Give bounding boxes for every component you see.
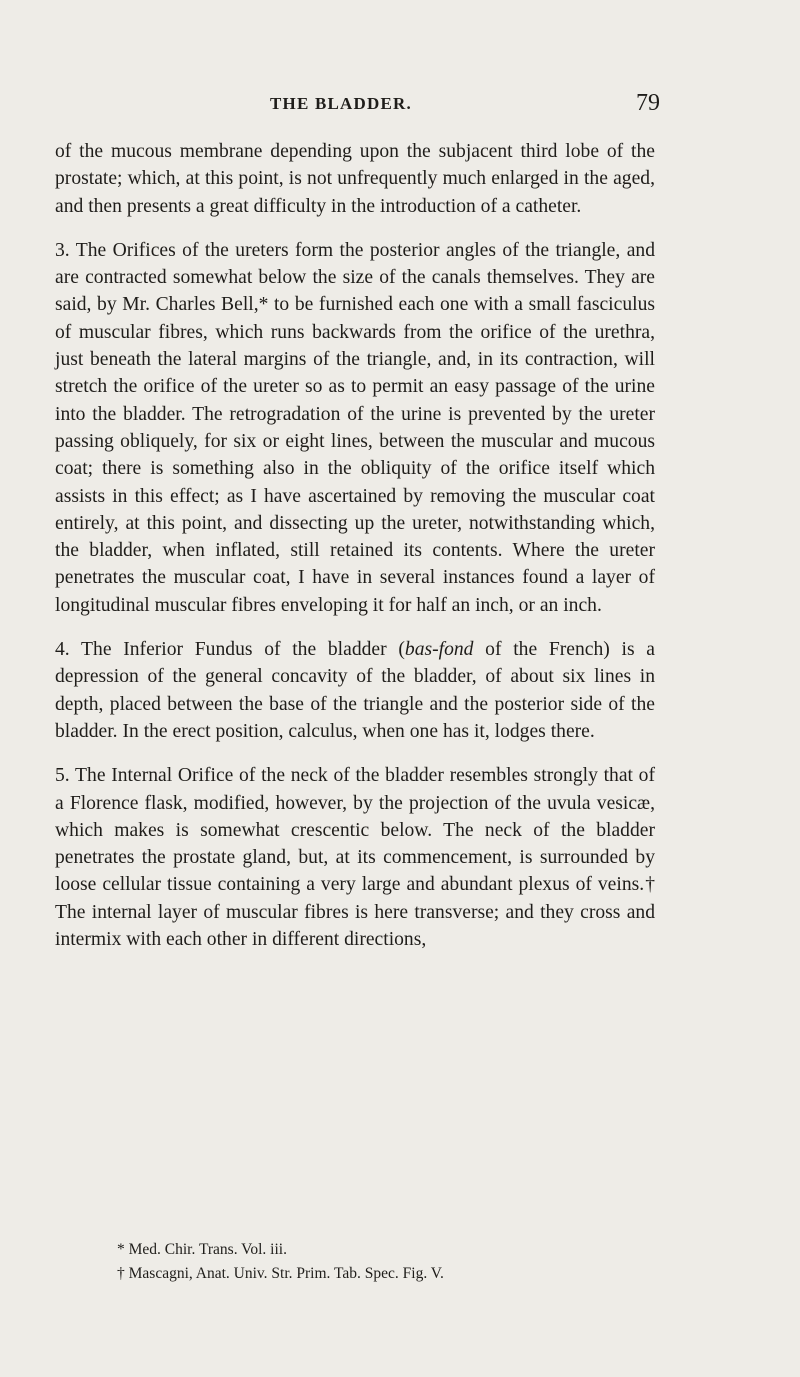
paragraph-continuation: of the mucous membrane depending upon the subjacent third lobe of the prostate; which, at this point, is not unfrequently much enlarged in the aged, and then presents a great difficulty in the introduction of a catheter. — [55, 141, 655, 217]
footnote-1: * Med. Chir. Trans. Vol. iii. — [117, 1241, 287, 1258]
paragraph-fundus-end: of the French) is a depression of the general concavity of the bladder, of about six lines in depth, placed between the base of the triangle and the posterior side of the bladder. In the erect position, calculus, when one has it, lodges there. — [55, 639, 655, 742]
footnotes — [117, 1238, 444, 1286]
italic-term: bas-fond — [404, 639, 474, 661]
paragraph-fundus-start: 4. The Inferior Fundus of the bladder ( — [55, 639, 405, 661]
body-text — [55, 138, 655, 970]
paragraph-ureter-orifices: 3. The Orifices of the ureters form the posterior angles of the triangle, and are contracted somewhat below the size of the canals themselves. They are said, by Mr. Charles Bell,* to be furnished each one with a small fasciculus of muscular fibres, which runs backwards from the orifice of the urethra, just beneath the lateral margins of the triangle, and, in its contraction, will stretch the orifice of the ureter so as to permit an easy passage of the urine into the bladder. The retrogradation of the urine is prevented by the ureter passing obliquely, for six or eight lines, between the muscular and mucous coat; there is something also in the obliquity of the orifice itself which assists in this effect; as I have ascertained by removing the muscular coat entirely, at this point, and dissecting up the ureter, notwithstanding which, the bladder, when inflated, still retained its contents. Where the ureter penetrates the muscular coat, I have in several instances found a layer of longitudinal muscular fibres enveloping it for half an inch, or an inch. — [55, 239, 655, 616]
page-header — [0, 92, 800, 122]
page-number: 79 — [636, 90, 660, 116]
paragraph-inferior-fundus — [55, 636, 655, 745]
running-title: THE BLADDER. — [270, 94, 412, 113]
footnote-2: † Mascagni, Anat. Univ. Str. Prim. Tab. Spec. Fig. V. — [117, 1265, 444, 1282]
paragraph-internal-orifice: 5. The Internal Orifice of the neck of the bladder resembles strongly that of a Florence flask, modified, however, by the projection of the uvula vesicæ, which makes is somewhat crescentic below. The neck of the bladder penetrates the prostate gland, but, at its commencement, is surrounded by loose cellular tissue containing a very large and abundant plexus of veins.† The internal layer of muscular fibres is here transverse; and they cross and intermix with each other in different directions, — [55, 765, 655, 951]
